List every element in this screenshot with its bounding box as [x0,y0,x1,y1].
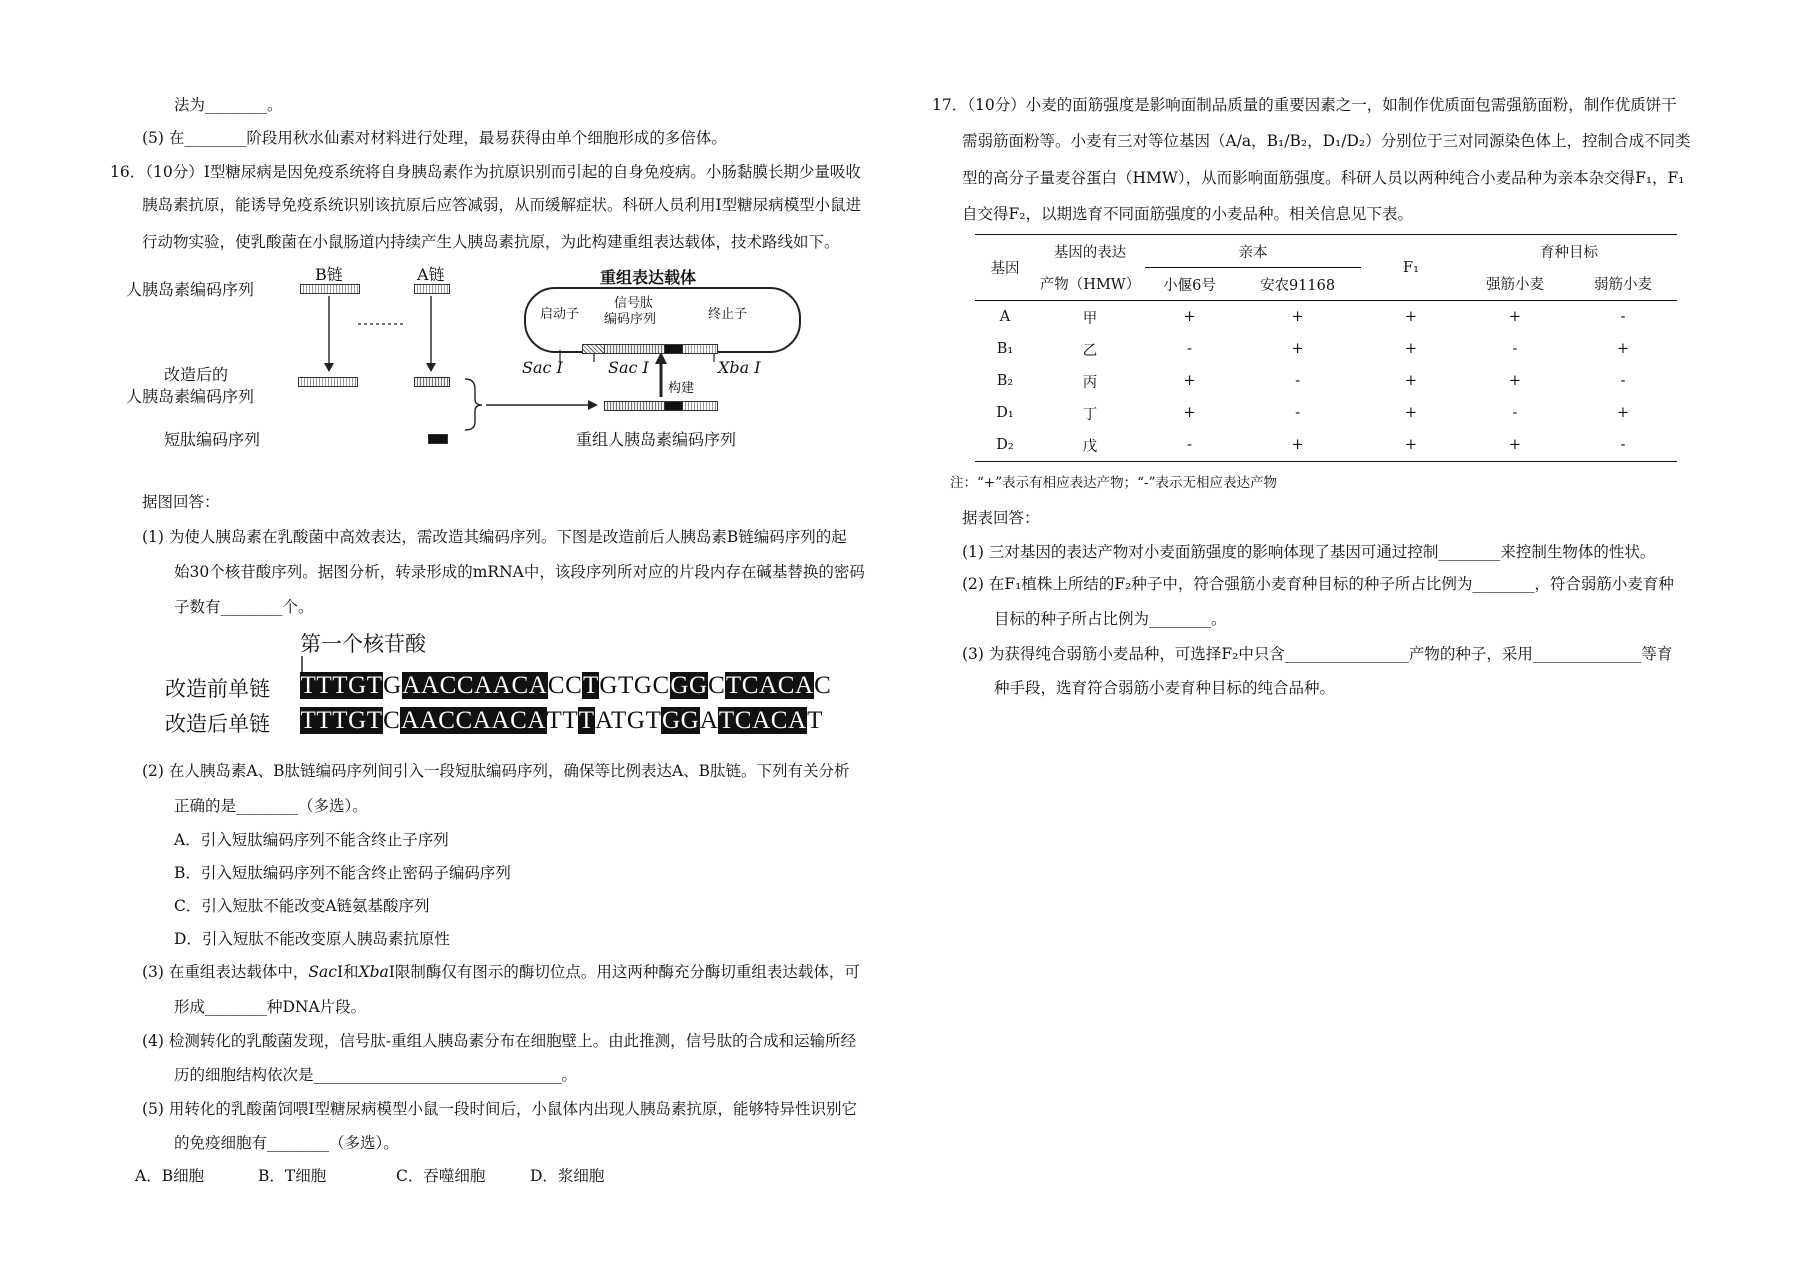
header-strong: 强筋小麦 [1485,277,1544,294]
nucleotide-run: T [645,707,662,734]
nucleotide-run: TTTGT [300,707,383,734]
nucleotide-run: AACCAACA [402,672,548,699]
after-sequence [300,707,823,735]
table-cell: - [1295,405,1300,421]
xba-label: Xba I [718,358,761,377]
header-f1: F₁ [1403,259,1419,276]
text-line: 法为________。 [174,96,283,114]
terminator-segment [682,344,718,354]
text-line: (1) 为使人胰岛素在乳酸菌中高效表达，需改造其编码序列。下图是改造前后人胰岛素B链编码序列的起 [142,528,847,546]
header-parent-1: 小偃6号 [1163,277,1216,294]
table-row [975,333,1677,365]
option-c: C．引入短肽不能改变A链氨基酸序列 [174,897,430,915]
recombinant-a [682,401,718,411]
table-cell: B₂ [996,373,1014,389]
sac-label-2: Sac I [608,358,649,377]
short-peptide-segment [428,434,448,444]
brace [465,379,482,430]
header-parent-2: 安农91168 [1259,277,1336,294]
table-cell: + [1508,373,1522,389]
xba-italic: Xba [358,963,389,981]
text-line: 型的高分子量麦谷蛋白（HMW），从而影响面筋强度。科研人员以两种纯合小麦品种为亲本杂交得F₁，F₁ [962,169,1685,187]
nucleotide-run: TT [546,707,579,734]
text-line: 形成________种DNA片段。 [174,998,367,1016]
option-b: B．引入短肽编码序列不能含终止密码子编码序列 [174,864,511,882]
before-sequence [300,672,831,700]
header-parent: 亲本 [1145,235,1361,268]
human-insulin-seq-label: 人胰岛素编码序列 [126,280,255,299]
table-cell: D₁ [996,405,1014,421]
nucleotide-run: ATG [595,707,646,734]
table-cell: 乙 [1082,342,1098,359]
text-line: (4) 检测转化的乳酸菌发现，信号肽-重组人胰岛素分布在细胞壁上。由此推测，信号肽的合成和运输所经 [142,1032,857,1050]
table-cell: + [1183,405,1196,421]
text-line: 需弱筋面粉等。小麦有三对等位基因（A/a，B₁/B₂，D₁/D₂）分别位于三对同源染色体上，控制合成不同类 [962,132,1691,150]
recombinant-short [664,401,684,411]
table-cell: - [1512,341,1518,357]
arrow-head [588,400,598,410]
nucleotide-run: GG [670,672,708,699]
short-peptide-label: 短肽编码序列 [164,430,261,449]
b-chain-label: B链 [315,265,343,284]
text-line: (1) 三对基因的表达产物对小麦面筋强度的影响体现了基因可通过控制________来控制生物体的性状。 [962,543,1656,561]
table-cell: + [1404,405,1418,421]
header-expr-1: 基因的表达 [1053,244,1127,261]
a-chain-label: A链 [417,265,445,284]
table-cell: + [1291,309,1304,325]
table-cell: - [1187,437,1192,453]
text-line: 子数有________个。 [174,598,314,616]
table-cell: - [1620,373,1626,389]
before-label: 改造前单链 [165,677,270,701]
promoter-label: 启动子 [540,307,580,322]
text-fragment: (3) 在重组表达载体中， [142,963,309,981]
choice-b: B．T细胞 [258,1167,327,1185]
nucleotide-run: AACCAACA [400,707,547,734]
table-cell: + [1291,341,1304,357]
nucleotide-run: TCACA [718,707,807,734]
option-d: D．引入短肽不能改变原人胰岛素抗原性 [174,930,450,948]
text-line: 历的细胞结构依次是________________________________。 [174,1066,578,1084]
table-cell: + [1616,341,1630,357]
choice-d: D．浆细胞 [530,1167,605,1185]
choice-c: C．吞噬细胞 [396,1167,486,1185]
choice-a: A．B细胞 [135,1167,205,1185]
table-cell: + [1616,405,1630,421]
table-cell: + [1404,373,1418,389]
modified-label-1: 改造后的 [164,365,229,384]
text-fragment: I和 [336,963,359,981]
table-row [975,397,1677,429]
question-16-heading: 16．（10分）I型糖尿病是因免疫系统将自身胰岛素作为抗原识别而引起的自身免疫病。小肠黏膜长期少量吸收 [110,163,861,181]
text-line [142,961,860,983]
table-cell: 丁 [1082,406,1098,423]
table-cell: + [1183,309,1196,325]
table-row [975,365,1677,397]
nucleotide-run: T [807,707,824,734]
table-cell: A [999,309,1011,325]
nucleotide-run: A [699,707,719,734]
nucleotide-run: C [708,672,726,699]
text-line: 正确的是________（多选）。 [174,797,368,815]
text-fragment: I限制酶仅有图示的酶切位点。用这两种酶充分酶切重组表达载体，可 [388,963,860,981]
modified-b-segment [298,377,358,387]
vector-title: 重组表达载体 [600,268,697,287]
nucleotide-run: T [582,672,599,699]
nucleotide-run: TCACA [725,672,814,699]
nucleotide-run: T [578,707,595,734]
text-line: (2) 在人胰岛素A、B肽链编码序列间引入一段短肽编码序列，确保等比例表达A、B肽链。下列有关分析 [142,762,850,780]
table-body [975,301,1677,462]
arrow-head [426,363,436,372]
text-line: 行动物实验，使乳酸菌在小鼠肠道内持续产生人胰岛素抗原，为此构建重组表达载体，技术路线如下。 [142,233,840,251]
table-cell: + [1404,341,1418,357]
nucleotide-run: CC [547,672,583,699]
table-cell: + [1404,437,1418,453]
table-cell: 戊 [1082,438,1098,455]
table-cell: + [1508,437,1522,453]
recombinant-b [604,401,666,411]
text-line: (5) 用转化的乳酸菌饲喂I型糖尿病模型小鼠一段时间后，小鼠体内出现人胰岛素抗原，能够特异性识别它 [142,1100,858,1118]
header-gene: 基因 [990,261,1020,277]
text-line: 胰岛素抗原，能诱导免疫系统识别该抗原后应答减弱，从而缓解症状。科研人员利用I型糖尿病模型小鼠进 [142,196,862,214]
table-note: 注：“+”表示有相应表达产物；“-”表示无相应表达产物 [950,475,1277,491]
text-line: (2) 在F₁植株上所结的F₂种子中，符合强筋小麦育种目标的种子所占比例为________，符合弱筋小麦育种 [962,575,1674,593]
table-cell: - [1295,373,1300,389]
signal-segment [604,344,666,354]
sequence-comparison [165,628,925,740]
text-line: 自交得F₂，以期选育不同面筋强度的小麦品种。相关信息见下表。 [962,205,1413,223]
first-nucleotide-label: 第一个核苷酸 [300,632,426,656]
question-17-heading: 17．（10分）小麦的面筋强度是影响面制品质量的重要因素之一，如制作优质面包需强筋面粉，制作优质饼干 [932,96,1677,114]
table-row [975,301,1677,334]
construct-label: 构建 [668,381,695,396]
text-line: (5) 在________阶段用秋水仙素对材料进行处理，最易获得由单个细胞形成的多倍体。 [142,129,727,147]
hmw-table [975,234,1677,462]
text-line: 的免疫细胞有________（多选）。 [174,1134,399,1152]
short-segment [664,344,684,354]
nucleotide-run: C [383,707,401,734]
modified-a-segment [414,377,450,387]
table-cell: + [1508,309,1522,325]
text-line: 种手段，选育符合弱筋小麦育种目标的纯合品种。 [994,679,1336,697]
text-line: 始30个核苷酸序列。据图分析，转录形成的mRNA中，该段序列所对应的片段内存在碱基替换的密码 [174,563,865,581]
table-cell: + [1183,373,1196,389]
option-a: A．引入短肽编码序列不能含终止子序列 [174,831,449,849]
answer-prompt: 据图回答： [142,493,220,511]
nucleotide-run: GG [661,707,700,734]
header-expr-2: 产物（HMW） [1039,277,1141,294]
table-cell: - [1620,309,1626,325]
nucleotide-run: G [383,672,402,699]
table-row [975,429,1677,462]
table-cell: + [1404,309,1418,325]
modified-label-2: 人胰岛素编码序列 [126,387,255,406]
text-line: (3) 为获得纯合弱筋小麦品种，可选择F₂中只含________________产物的种子，采用______________等育 [962,645,1673,663]
table-cell: D₂ [996,437,1014,453]
header-weak: 弱筋小麦 [1593,277,1652,294]
sac-italic: Sac [308,963,337,981]
signal-peptide-label: 信号肽 [614,296,654,311]
sac-label-1: Sac I [522,358,563,377]
promoter-segment [582,344,606,354]
after-label: 改造后单链 [165,712,270,736]
table-cell: B₁ [996,341,1014,357]
header-target: 育种目标 [1539,244,1598,261]
table-cell: 甲 [1082,310,1098,327]
table-cell: + [1291,437,1304,453]
nucleotide-run: TTTGT [300,672,383,699]
arrow-head [324,363,334,372]
recombinant-label: 重组人胰岛素编码序列 [576,430,737,449]
terminator-label: 终止子 [708,307,748,322]
vector-construction-diagram [120,262,820,462]
table-cell: - [1620,437,1626,453]
signal-peptide-label-2: 编码序列 [604,312,657,327]
nucleotide-run: GTG [599,672,653,699]
right-column [920,0,1815,1282]
nucleotide-run: C [652,672,670,699]
table-cell: - [1187,341,1192,357]
nucleotide-run: C [814,672,832,699]
answer-prompt: 据表回答： [962,509,1040,527]
text-line: 目标的种子所占比例为________。 [994,610,1227,628]
table-cell: - [1512,405,1518,421]
table-cell: 丙 [1082,374,1098,391]
